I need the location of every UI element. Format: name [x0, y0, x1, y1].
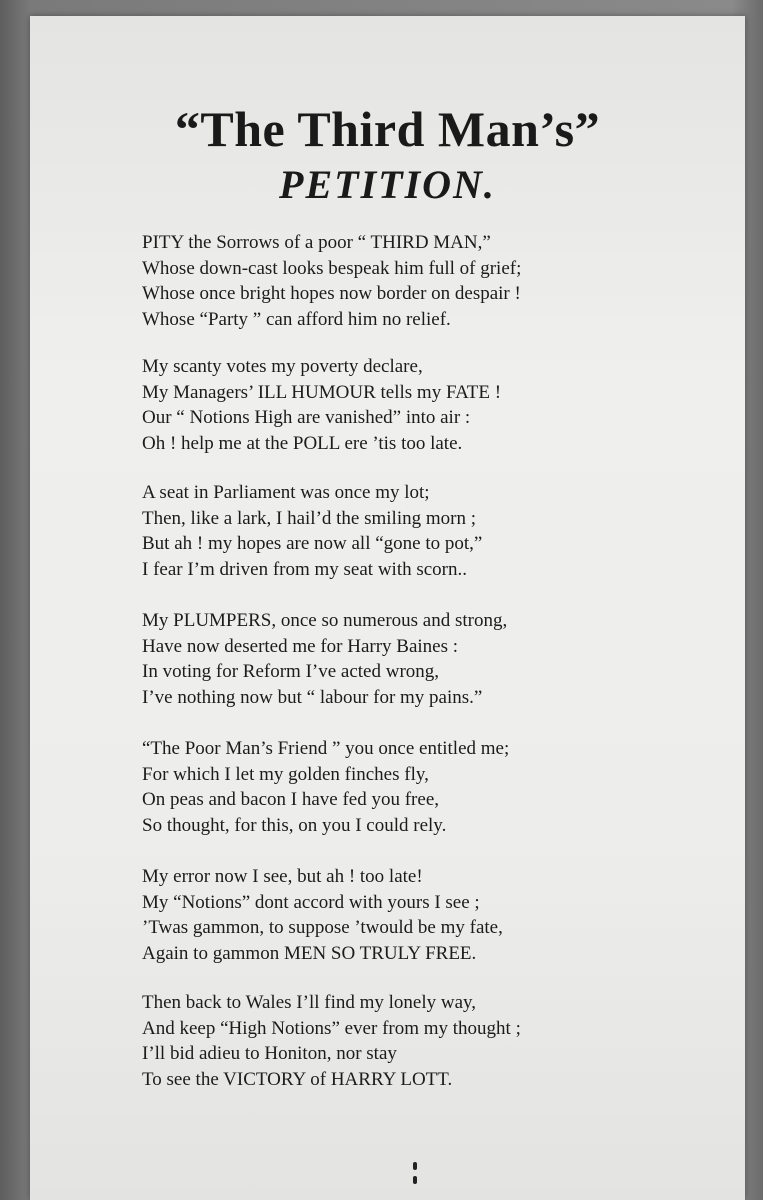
stanza-6 — [142, 864, 722, 967]
stanza-line: My error now I see, but ah ! too late! — [142, 866, 423, 887]
title-line-1: “The Third Man’s” — [174, 101, 601, 157]
stanza-line: In voting for Reform I’ve acted wrong, — [142, 661, 440, 683]
stanza-2 — [142, 354, 722, 457]
stanza-4 — [142, 608, 722, 711]
stanza-line: A seat in Parliament was once my lot; — [142, 482, 430, 503]
stanza-7 — [142, 990, 722, 1093]
stanza-line: Our “ Notions High are vanished” into air : — [142, 407, 471, 429]
stanza-line: ’Twas gammon, to suppose ’twould be my fate, — [142, 917, 503, 939]
stanza-line: Oh ! help me at the POLL ere ’tis too late. — [142, 433, 463, 455]
stanza-line: Whose “Party ” can afford him no relief. — [142, 309, 451, 331]
stanza-line: Have now deserted me for Harry Baines : — [142, 635, 459, 657]
stanza-line: So thought, for this, on you I could rely. — [142, 815, 447, 837]
stanza-line: Then, like a lark, I hail’d the smiling morn ; — [142, 507, 477, 529]
stanza-line: My “Notions” dont accord with yours I see ; — [142, 891, 480, 913]
title-line-2: PETITION. — [279, 162, 496, 207]
stanza-line: My Managers’ ILL HUMOUR tells my FATE ! — [142, 381, 502, 403]
stanza-line: My PLUMPERS, once so numerous and strong, — [142, 610, 508, 631]
stanza-line: For which I let my golden finches fly, — [142, 763, 429, 785]
stanza-line: On peas and bacon I have fed you free, — [142, 789, 440, 811]
stanza-line: Then back to Wales I’ll find my lonely way, — [142, 992, 477, 1013]
stanza-line: Again to gammon MEN SO TRULY FREE. — [142, 943, 477, 965]
ornament-dot — [413, 1176, 417, 1184]
stanza-line: PITY the Sorrows of a poor “ THIRD MAN,” — [142, 232, 491, 253]
stanza-line: But ah ! my hopes are now all “gone to pot,” — [142, 533, 483, 555]
stanza-line: My scanty votes my poverty declare, — [142, 356, 423, 377]
stanza-line: To see the VICTORY of HARRY LOTT. — [142, 1069, 453, 1091]
stanza-line: Whose down-cast looks bespeak him full of grief; — [142, 257, 522, 279]
stanza-line: I fear I’m driven from my seat with scorn.. — [142, 559, 468, 581]
stanza-line: I’ve nothing now but “ labour for my pains.” — [142, 687, 483, 709]
stanza-line: And keep “High Notions” ever from my thought ; — [142, 1017, 521, 1039]
stanza-line: I’ll bid adieu to Honiton, nor stay — [142, 1043, 397, 1065]
stanza-line: Whose once bright hopes now border on despair ! — [142, 283, 521, 305]
stanza-1 — [142, 230, 722, 333]
ornament-dot — [413, 1162, 417, 1170]
stanza-5 — [142, 736, 722, 839]
broadside-sheet — [30, 16, 745, 1200]
printer-ornament — [410, 1156, 420, 1196]
stanza-3 — [142, 480, 722, 583]
stanza-line: “The Poor Man’s Friend ” you once entitled me; — [142, 738, 510, 759]
